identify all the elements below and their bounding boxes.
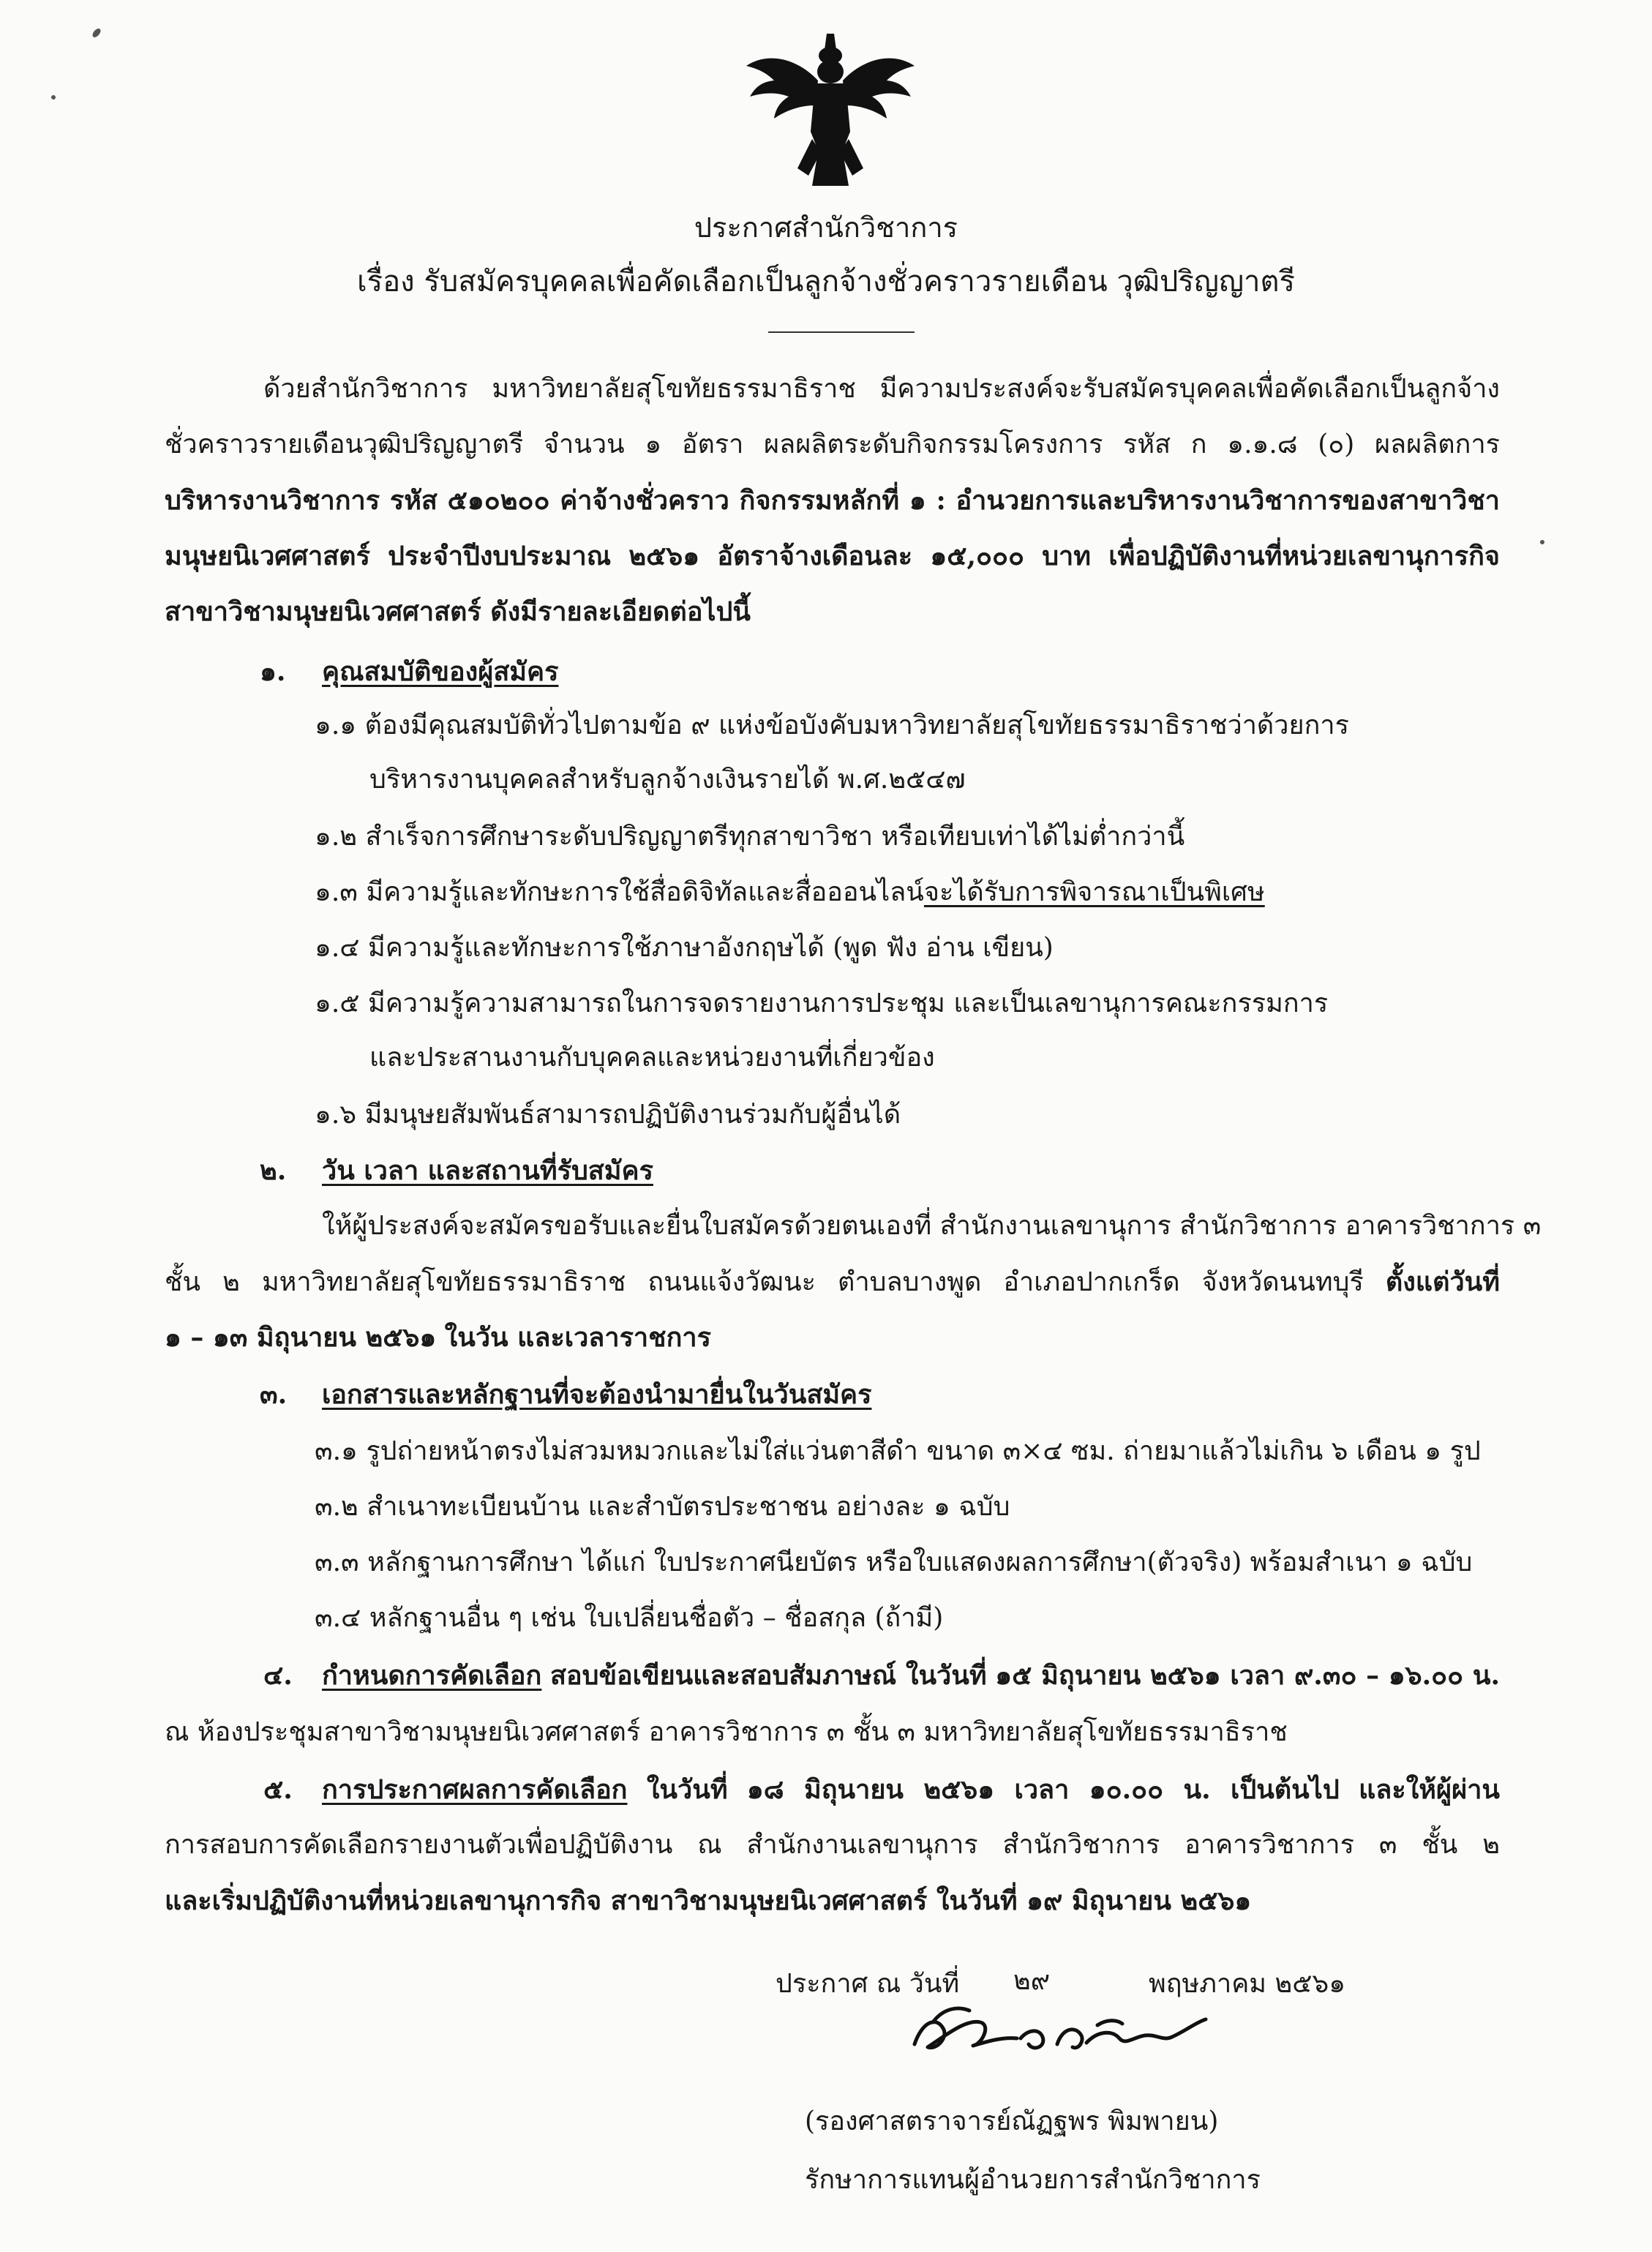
qualification-1-1: ๑.๑ ต้องมีคุณสมบัติทั่วไปตามข้อ ๙ แห่งข้อบังคับมหาวิทยาลัยสุโขทัยธรรมาธิราชว่าด้วยการ bbox=[315, 710, 1349, 740]
scan-speck bbox=[51, 95, 56, 100]
document-3-3: ๓.๓ หลักฐานการศึกษา ได้แก่ ใบประกาศนียบัตร หรือใบแสดงผลการศึกษา(ตัวจริง) พร้อมสำเนา ๑ ฉบับ bbox=[315, 1547, 1473, 1577]
section-2-heading: วัน เวลา และสถานที่รับสมัคร bbox=[322, 1155, 653, 1186]
qualification-1-4: ๑.๔ มีความรู้และทักษะการใช้ภาษาอังกฤษได้ (พูด ฟัง อ่าน เขียน) bbox=[315, 933, 1054, 963]
intro-line-5: สาขาวิชามนุษยนิเวศศาสตร์ ดังมีรายละเอียดต่อไปนี้ bbox=[165, 596, 751, 627]
document-3-1: ๓.๑ รูปถ่ายหน้าตรงไม่สวมหมวกและไม่ใส่แว่นตาสีดำ ขนาด ๓×๔ ซม. ถ่ายมาแล้วไม่เกิน ๖ เดือน ๑ รูป bbox=[315, 1436, 1481, 1466]
scan-speck bbox=[91, 27, 102, 39]
intro-line-2: ชั่วคราวรายเดือนวุฒิปริญญาตรี จำนวน ๑ อัตรา ผลผลิตระดับกิจกรรมโครงการ รหัส ก ๑.๑.๘ (๐) ผลผลิตการ bbox=[165, 429, 1500, 459]
announcement-month-year: พฤษภาคม ๒๕๖๑ bbox=[1149, 1969, 1346, 1999]
application-line-1: ให้ผู้ประสงค์จะสมัครขอรับและยื่นใบสมัครด้วยตนเองที่ สำนักงานเลขานุการ สำนักวิชาการ อาคารวิชาการ ๓ bbox=[322, 1211, 1542, 1241]
scan-speck bbox=[1540, 540, 1544, 544]
application-line-3: ๑ – ๑๓ มิถุนายน ๒๕๖๑ ในวัน และเวลาราชการ bbox=[165, 1322, 711, 1353]
document-3-2: ๓.๒ สำเนาทะเบียนบ้าน และสำบัตรประชาชน อย่างละ ๑ ฉบับ bbox=[315, 1492, 1010, 1522]
section-3-number: ๓. bbox=[260, 1379, 288, 1410]
announcement-date-label: ประกาศ ณ วันที่ bbox=[776, 1969, 960, 1999]
signer-name: (รองศาสตราจารย์ณัฏฐพร พิมพายน) bbox=[805, 2106, 1219, 2136]
handwritten-signature bbox=[900, 1993, 1214, 2081]
application-line-2: ชั้น ๒ มหาวิทยาลัยสุโขทัยธรรมาธิราช ถนนแจ้งวัฒนะ ตำบลบางพูด อำเภอปากเกร็ด จังหวัดนนทบุรี ตั้งแต่วันที่ bbox=[165, 1266, 1500, 1297]
qualification-1-6: ๑.๖ มีมนุษยสัมพันธ์สามารถปฏิบัติงานร่วมกับผู้อื่นได้ bbox=[315, 1100, 901, 1130]
qualification-1-2: ๑.๒ สำเร็จการศึกษาระดับปริญญาตรีทุกสาขาวิชา หรือเทียบเท่าได้ไม่ต่ำกว่านี้ bbox=[315, 822, 1185, 852]
document-3-4: ๓.๔ หลักฐานอื่น ๆ เช่น ใบเปลี่ยนชื่อตัว – ชื่อสกุล (ถ้ามี) bbox=[315, 1603, 944, 1633]
signer-title: รักษาการแทนผู้อำนวยการสำนักวิชาการ bbox=[805, 2165, 1261, 2195]
result-line-1: การประกาศผลการคัดเลือก ในวันที่ ๑๘ มิถุนายน ๒๕๖๑ เวลา ๑๐.๐๐ น. เป็นต้นไป และให้ผู้ผ่าน bbox=[322, 1774, 1501, 1805]
section-1-heading: คุณสมบัติของผู้สมัคร bbox=[322, 656, 559, 687]
intro-line-4: มนุษยนิเวศศาสตร์ ประจำปีงบประมาณ ๒๕๖๑ อัตราจ้างเดือนละ ๑๕,๐๐๐ บาท เพื่อปฏิบัติงานที่หน่วยเลขานุการกิจ bbox=[165, 541, 1500, 571]
selection-line-2: ณ ห้องประชุมสาขาวิชามนุษยนิเวศศาสตร์ อาคารวิชาการ ๓ ชั้น ๓ มหาวิทยาลัยสุโขทัยธรรมาธิราช bbox=[165, 1717, 1288, 1747]
selection-line-1: กำหนดการคัดเลือก สอบข้อเขียนและสอบสัมภาษณ์ ในวันที่ ๑๕ มิถุนายน ๒๕๖๑ เวลา ๙.๓๐ – ๑๖.๐๐ น. bbox=[322, 1660, 1501, 1691]
qualification-1-5: ๑.๕ มีความรู้ความสามารถในการจดรายงานการประชุม และเป็นเลขานุการคณะกรรมการ bbox=[315, 988, 1329, 1018]
announcement-title: ประกาศสำนักวิชาการ bbox=[694, 211, 958, 244]
qualification-1-1-cont: บริหารงานบุคคลสำหรับลูกจ้างเงินรายได้ พ.ศ.๒๕๔๗ bbox=[369, 765, 966, 795]
qualification-1-3: ๑.๓ มีความรู้และทักษะการใช้สื่อดิจิทัลและสื่อออนไลน์จะได้รับการพิจารณาเป็นพิเศษ bbox=[315, 877, 1265, 907]
qualification-1-5-cont: และประสานงานกับบุคคลและหน่วยงานที่เกี่ยวข้อง bbox=[369, 1043, 935, 1073]
garuda-emblem-icon bbox=[739, 29, 922, 190]
section-3-heading: เอกสารและหลักฐานที่จะต้องนำมายื่นในวันสมัคร bbox=[322, 1379, 872, 1410]
title-divider bbox=[768, 331, 915, 333]
section-1-number: ๑. bbox=[260, 656, 286, 687]
section-2-number: ๒. bbox=[260, 1155, 287, 1186]
section-5-number: ๕. bbox=[263, 1774, 293, 1805]
announcement-subject: เรื่อง รับสมัครบุคคลเพื่อคัดเลือกเป็นลูกจ้างชั่วคราวรายเดือน วุฒิปริญญาตรี bbox=[357, 265, 1295, 299]
intro-line-3: บริหารงานวิชาการ รหัส ๕๑๐๒๐๐ ค่าจ้างชั่วคราว กิจกรรมหลักที่ ๑ : อำนวยการและบริหารงานวิชาการของสาขาวิชา bbox=[165, 485, 1500, 516]
announcement-day: ๒๙ bbox=[1013, 1966, 1051, 1996]
section-4-number: ๔. bbox=[263, 1660, 293, 1691]
result-line-3: และเริ่มปฏิบัติงานที่หน่วยเลขานุการกิจ สาขาวิชามนุษยนิเวศศาสตร์ ในวันที่ ๑๙ มิถุนายน ๒๕๖๑ bbox=[165, 1885, 1252, 1916]
intro-line-1: ด้วยสำนักวิชาการ มหาวิทยาลัยสุโขทัยธรรมาธิราช มีความประสงค์จะรับสมัครบุคคลเพื่อคัดเลือกเป็นลูกจ้าง bbox=[263, 374, 1500, 404]
result-line-2: การสอบการคัดเลือกรายงานตัวเพื่อปฏิบัติงาน ณ สำนักงานเลขานุการ สำนักวิชาการ อาคารวิชาการ ๓ ชั้น ๒ bbox=[165, 1830, 1500, 1860]
